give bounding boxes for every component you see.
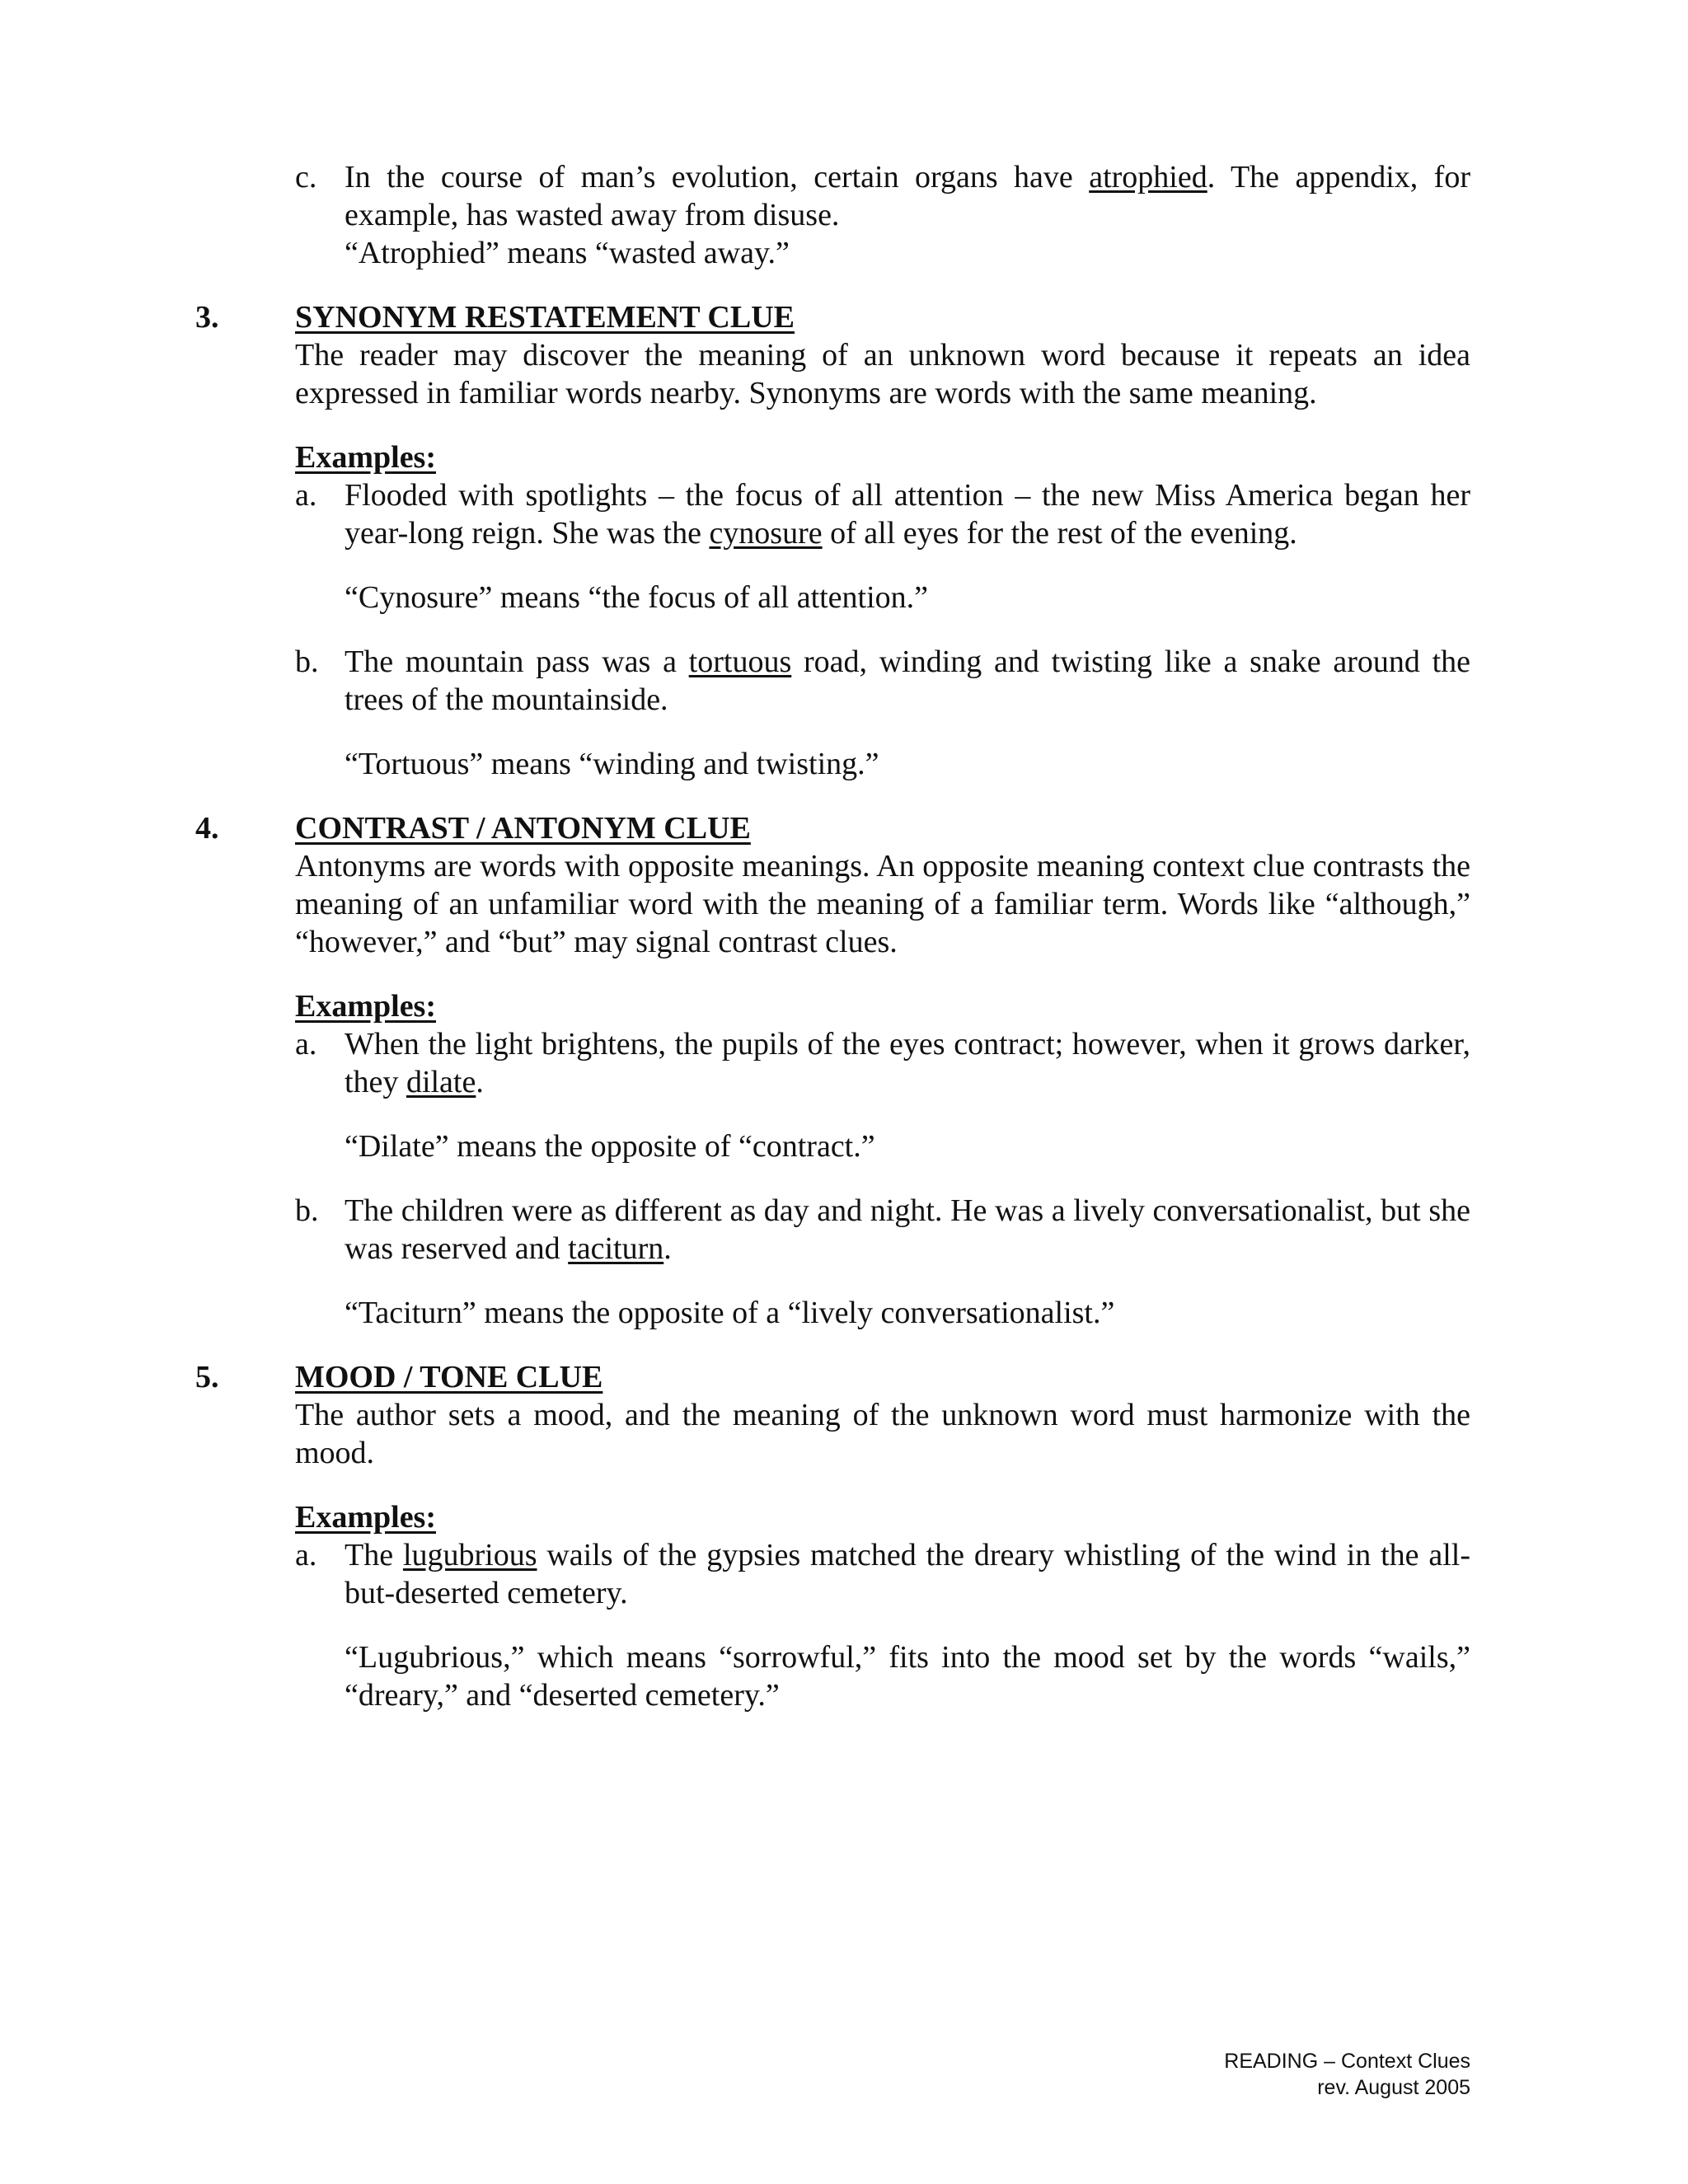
section-number: 3. — [195, 300, 219, 335]
section-body: The author sets a mood, and the meaning of the unknown word must harmonize with the mood. — [295, 1398, 1470, 1470]
example-text: . — [476, 1065, 484, 1099]
section-number: 5. — [195, 1360, 219, 1394]
example-item-a — [295, 476, 1470, 552]
meaning-text: “Lugubrious,” which means “sorrowful,” fits into the mood set by the words “wails,” “dreary,” and “deserted cemetery.” — [345, 1640, 1470, 1713]
example-item-a — [295, 1025, 1470, 1101]
example-text: The children were as different as day and night. He was a lively conversationalist, but she was reserved and — [345, 1193, 1470, 1266]
example-text: The mountain pass was a — [345, 644, 677, 679]
example-item-c — [295, 158, 1470, 272]
section-mood-tone — [195, 1358, 1471, 1714]
example-text: of all eyes for the rest of the evening. — [830, 516, 1297, 551]
item-label: b. — [295, 644, 319, 679]
section-title: SYNONYM RESTATEMENT CLUE — [295, 300, 795, 335]
example-text: road, winding and twisting like a snake around the trees of the mountainside. — [345, 644, 1471, 717]
example-text: Flooded with spotlights – the focus of all attention – the new Miss America began her year-long reign. She was the — [345, 478, 1470, 551]
vocab-word: cynosure — [709, 516, 823, 551]
item-label: a. — [295, 1027, 317, 1062]
section-title: MOOD / TONE CLUE — [295, 1360, 603, 1394]
vocab-word: taciturn — [568, 1231, 664, 1266]
examples-heading: Examples: — [295, 440, 436, 475]
footer-title: READING – Context Clues — [1224, 2050, 1470, 2073]
section-synonym-restatement — [195, 298, 1471, 783]
item-label: c. — [295, 160, 317, 194]
example-item-a — [295, 1536, 1470, 1612]
page-footer — [1224, 2048, 1470, 2101]
section-body: Antonyms are words with opposite meanings. An opposite meaning context clue contrasts the meaning of an unfamiliar word with the meaning of a familiar term. Words like “although,” “however,” and “but” may signal contrast clues. — [295, 849, 1470, 959]
vocab-word: dilate — [406, 1065, 476, 1099]
example-text: The — [345, 1538, 394, 1572]
section-body: The reader may discover the meaning of an unknown word because it repeats an idea expressed in familiar words nearby. Synonyms are words with the same meaning. — [295, 338, 1470, 410]
item-label: b. — [295, 1193, 319, 1228]
example-text: When the light brightens, the pupils of the eyes contract; however, when it grows darker, they — [345, 1027, 1470, 1099]
footer-revision: rev. August 2005 — [1317, 2076, 1470, 2099]
section-number: 4. — [195, 811, 219, 846]
item-label: a. — [295, 478, 317, 513]
vocab-word: lugubrious — [402, 1538, 537, 1572]
section-title: CONTRAST / ANTONYM CLUE — [295, 811, 751, 846]
examples-heading: Examples: — [295, 989, 436, 1024]
meaning-text: “Atrophied” means “wasted away.” — [345, 236, 790, 270]
example-text: In the course of man’s evolution, certain organs have — [345, 160, 1073, 194]
example-text: wails of the gypsies matched the dreary whistling of the wind in the all-but-deserted cemetery. — [345, 1538, 1471, 1610]
section-contrast-antonym — [195, 809, 1470, 1332]
example-text: . — [663, 1231, 672, 1266]
vocab-word: tortuous — [688, 644, 792, 679]
meaning-text: “Taciturn” means the opposite of a “lively conversationalist.” — [345, 1296, 1115, 1330]
example-item-b — [295, 1192, 1470, 1268]
meaning-text: “Cynosure” means “the focus of all attention.” — [345, 580, 929, 615]
item-label: a. — [295, 1538, 317, 1572]
examples-heading: Examples: — [295, 1500, 436, 1535]
example-item-b — [295, 643, 1470, 719]
document-body — [195, 158, 1471, 1714]
vocab-word: atrophied — [1089, 160, 1207, 194]
meaning-text: “Dilate” means the opposite of “contract.” — [345, 1129, 875, 1164]
example-text: . The appendix, for example, has wasted away from disuse. — [345, 160, 1470, 232]
meaning-text: “Tortuous” means “winding and twisting.” — [345, 747, 879, 781]
